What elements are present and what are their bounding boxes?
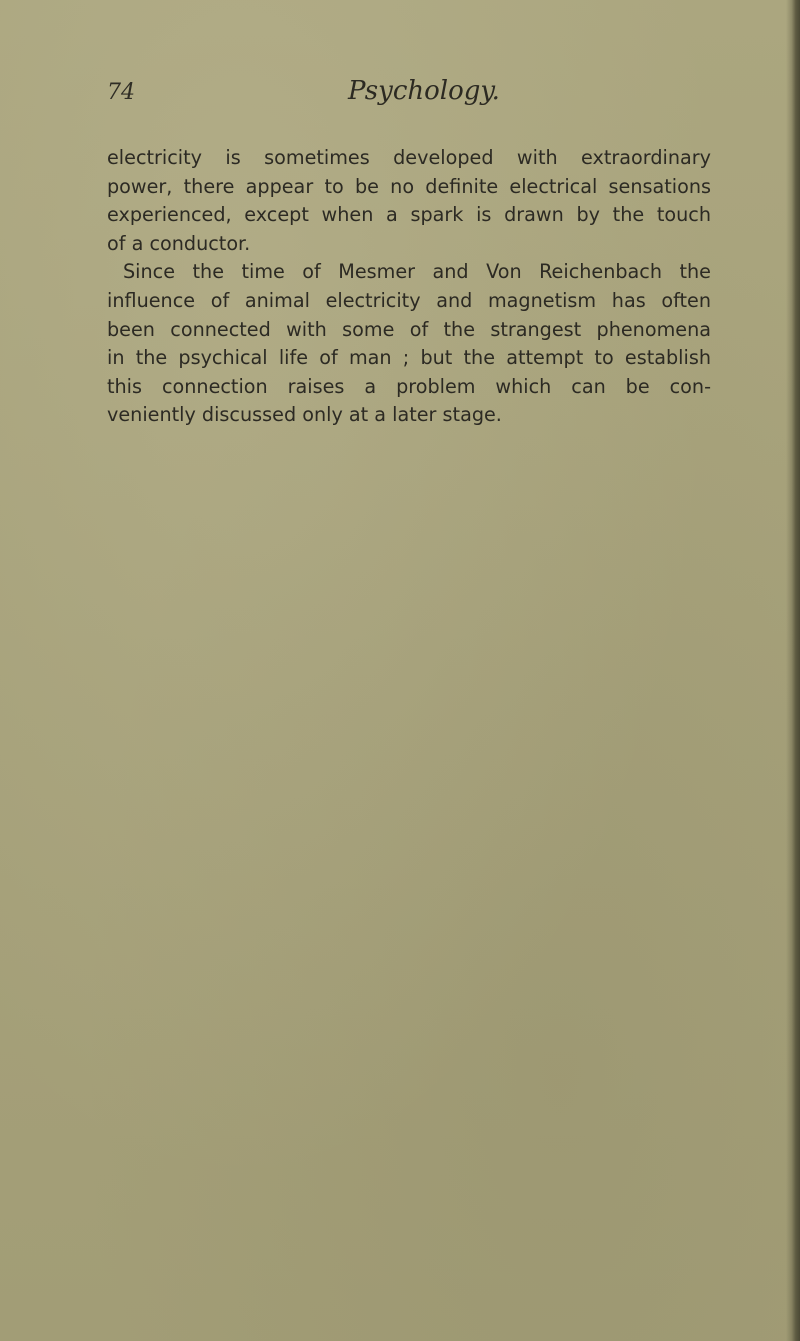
running-head <box>107 76 711 116</box>
page-number: 74 <box>107 80 135 105</box>
text-line: experienced, except when a spark is drawn by the touch <box>107 203 711 227</box>
text-line: been connected with some of the strangest phenomena <box>107 317 711 341</box>
text-line: this connection raises a problem which can be con- <box>107 374 711 398</box>
text-line: of a conductor. <box>107 231 251 255</box>
text-line: Since the time of Mesmer and Von Reichenbach the <box>123 260 711 284</box>
paragraph-2 <box>107 258 711 430</box>
text-line: influence of animal electricity and magnetism has often <box>107 288 711 312</box>
page-edge-shadow <box>786 0 800 1341</box>
running-title: Psychology. <box>348 76 500 106</box>
text-line: electricity is sometimes developed with extraordinary <box>107 146 711 169</box>
body-text <box>107 144 711 430</box>
paragraph-1 <box>107 144 711 258</box>
text-line: in the psychical life of man ; but the attempt to establish <box>107 346 711 370</box>
text-line: veniently discussed only at a later stage. <box>107 403 502 427</box>
text-line: power, there appear to be no definite electrical sensations <box>107 174 711 198</box>
